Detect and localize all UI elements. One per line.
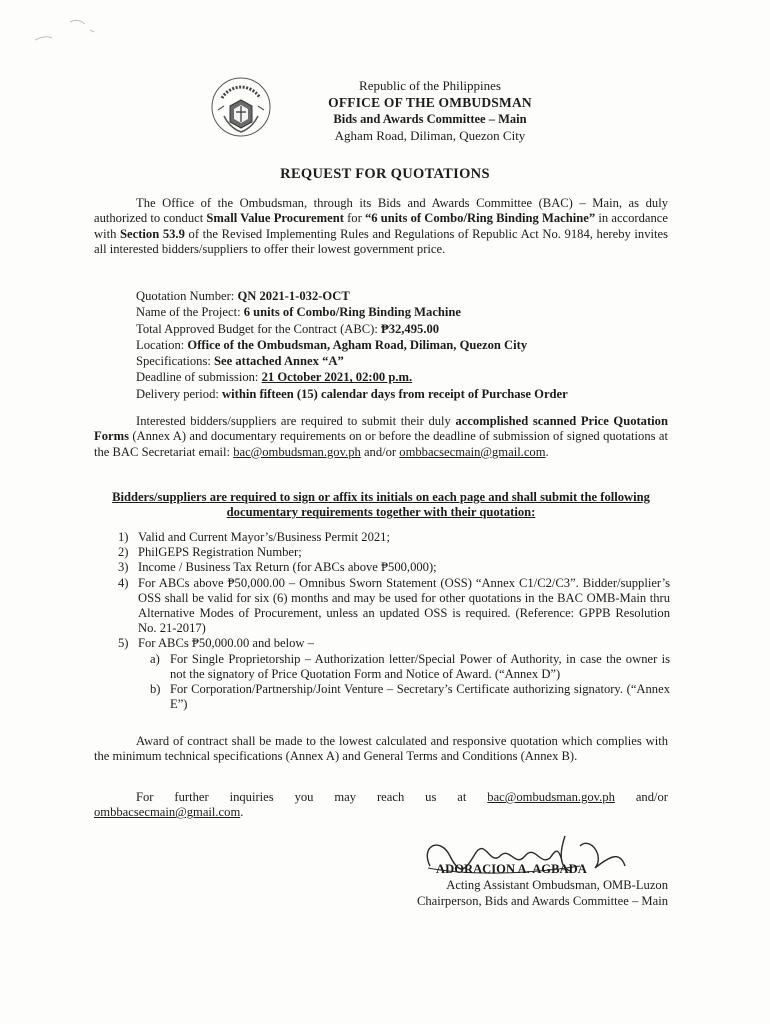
project-label: Name of the Project:	[136, 305, 244, 320]
abc-label: Total Approved Budget for the Contract (ABC):	[136, 321, 381, 336]
sub-list-item	[150, 652, 670, 682]
item-number: 3)	[118, 560, 129, 575]
list-item	[118, 545, 670, 560]
secretariat-email-link[interactable]: ombbacsecmain@gmail.com	[399, 444, 546, 459]
submission-text: Interested bidders/suppliers are required to submit their duly	[136, 414, 456, 428]
inquiries-paragraph	[94, 790, 668, 821]
item-text: PhilGEPS Registration Number;	[138, 545, 302, 560]
award-paragraph: Award of contract shall be made to the lowest calculated and responsive quotation which complies with the minimum technical specifications (Annex A) and General Terms and Conditions (Annex B).	[94, 734, 668, 764]
quotation-number-value: QN 2021-1-032-OCT	[237, 289, 350, 303]
submission-text: and/or	[360, 444, 400, 459]
section-reference: Section 53.9	[120, 226, 185, 241]
item-text: For Single Proprietorship – Authorization letter/Special Power of Authority, in case the owner is not the signatory of Price Quotation Form and Notice of Award. (“Annex D”)	[170, 651, 670, 681]
location-value: Office of the Ombudsman, Agham Road, Diliman, Quezon City	[187, 337, 528, 352]
list-item	[118, 576, 670, 637]
project-value: 6 units of Combo/Ring Binding Machine	[243, 305, 462, 320]
item-number: 5)	[118, 636, 129, 651]
signatory-title	[0, 878, 668, 909]
country-name: Republic of the Philippines	[359, 78, 501, 93]
submission-paragraph	[94, 414, 668, 460]
deadline-label: Deadline of submission:	[136, 370, 262, 385]
sub-list-item	[150, 682, 670, 712]
signatory-name: ADORACION A. AGBADA	[436, 862, 587, 876]
abc-row	[136, 321, 696, 337]
specifications-row	[136, 353, 696, 369]
committee-name: Bids and Awards Committee – Main	[333, 112, 527, 126]
requirements-list	[118, 530, 670, 712]
item-number: a)	[150, 651, 160, 666]
submission-text: (Annex A) and documentary requirements on or before the deadline of submission of signed quotations at the BAC Secretariat email:	[94, 429, 668, 459]
intro-text: in accordance with	[94, 211, 668, 241]
item-number: 1)	[118, 530, 129, 544]
procurement-mode: Small Value Procurement	[206, 211, 344, 226]
item-text: Valid and Current Mayor’s/Business Permit 2021;	[138, 530, 390, 544]
secretariat-email-link[interactable]: ombbacsecmain@gmail.com	[94, 805, 241, 820]
quotation-number-row	[136, 288, 696, 304]
list-item	[118, 560, 670, 575]
item-number: 2)	[118, 545, 129, 560]
price-quotation-forms: accomplished scanned Price Quotation Forms	[94, 414, 668, 444]
bac-email-link[interactable]: bac@ombudsman.gov.ph	[233, 444, 361, 459]
location-row	[136, 337, 696, 353]
quotation-details	[136, 288, 696, 402]
requirements-notice: Bidders/suppliers are required to sign or affix its initials on each page and shall submit the following documentary requirements together with their quotation:	[112, 490, 650, 520]
item-number: 4)	[118, 575, 129, 590]
delivery-label: Delivery period:	[136, 386, 223, 401]
signatory-chairperson: Chairperson, Bids and Awards Committee – Main	[416, 893, 668, 908]
specifications-label: Specifications:	[136, 354, 214, 369]
item-text: Income / Business Tax Return (for ABCs above ₱500,000);	[138, 560, 437, 575]
intro-paragraph	[94, 196, 668, 257]
signatory-position: Acting Assistant Ombudsman, OMB-Luzon	[446, 878, 668, 892]
scan-artifact	[30, 10, 120, 50]
project-name: “6 units of Combo/Ring Binding Machine”	[365, 211, 596, 226]
list-item	[118, 530, 670, 545]
inquiries-text: and/or	[614, 790, 668, 804]
project-row	[136, 304, 696, 320]
intro-text: of the Revised Implementing Rules and Regulations of Republic Act No. 9184, hereby invites all interested bidders/suppliers to offer their lowest government price.	[94, 226, 668, 256]
specifications-value: See attached Annex “A”	[214, 354, 344, 369]
bac-email-link[interactable]: bac@ombudsman.gov.ph	[487, 790, 615, 804]
agency-name: OFFICE OF THE OMBUDSMAN	[328, 94, 532, 110]
item-text: For ABCs ₱50,000.00 and below –	[138, 636, 314, 651]
agency-address: Agham Road, Diliman, Quezon City	[334, 127, 526, 143]
ombudsman-seal-icon	[210, 76, 272, 138]
letterhead	[300, 78, 560, 144]
handwritten-signature	[380, 826, 680, 886]
deadline-row	[136, 369, 696, 385]
abc-value: ₱32,495.00	[381, 321, 440, 336]
document-title: REQUEST FOR QUOTATIONS	[280, 166, 490, 182]
list-item	[118, 636, 670, 651]
inquiries-text: .	[240, 805, 244, 820]
intro-text: for	[343, 211, 365, 226]
deadline-value: 21 October 2021, 02:00 p.m.	[261, 370, 413, 385]
item-number: b)	[150, 682, 161, 697]
submission-text: .	[545, 444, 549, 459]
delivery-row	[136, 386, 696, 402]
inquiries-text: For further inquiries you may reach us at	[136, 790, 488, 804]
intro-text: The Office of the Ombudsman, through its Bids and Awards Committee (BAC) – Main, as duly authorized to conduct	[94, 196, 668, 226]
quotation-number-label: Quotation Number:	[136, 289, 238, 303]
location-label: Location:	[136, 337, 188, 352]
delivery-value: within fifteen (15) calendar days from receipt of Purchase Order	[222, 386, 568, 401]
item-text: For Corporation/Partnership/Joint Venture – Secretary’s Certificate authorizing signatory. (“Annex E”)	[170, 682, 670, 712]
item-text: For ABCs above ₱50,000.00 – Omnibus Sworn Statement (OSS) “Annex C1/C2/C3”. Bidder/supplier’s OSS shall be valid for six (6) months and may be used for other quotations in the BAC OMB-Main thru Alternative Modes of Procurement, unless an updated OSS is required. (Reference: GPPB Resolution No. 21-2017)	[138, 575, 670, 636]
